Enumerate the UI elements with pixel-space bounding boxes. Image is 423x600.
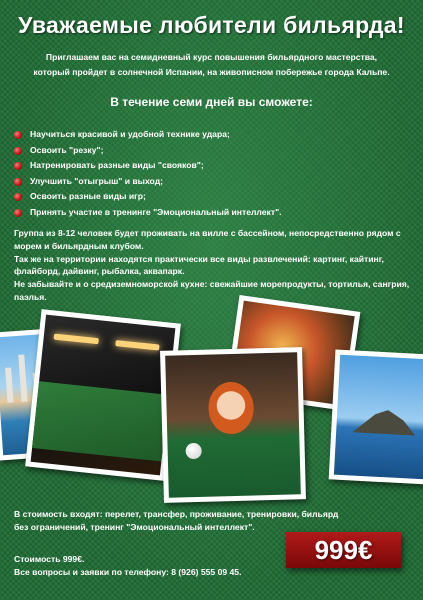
list-item: [14, 205, 314, 221]
list-item-text: Улучшить "отыгрыш" и выход;: [30, 175, 164, 186]
list-item: [14, 143, 314, 159]
intro-text: Приглашаем вас на семидневный курс повышения бильярдного мастерства, который пройдет в солнечной Испании, на живописном побережье города Кальпе.: [33, 52, 390, 77]
details-text: [14, 227, 410, 304]
red-ball-bullet-icon: [14, 162, 22, 170]
red-ball-bullet-icon: [14, 131, 22, 139]
cuisine-paragraph: Не забывайте и о средиземноморской кухне: свежайшие морепродукты, тортилья, сангрия, паэлья.: [14, 279, 410, 302]
list-item-text: Натренировать разные виды "свояков";: [30, 160, 204, 171]
list-item: [14, 127, 314, 143]
list-item-text: Принять участие в тренинге "Эмоциональный интеллект".: [30, 206, 282, 217]
sea-rock-photo: [329, 349, 423, 484]
entertainment-paragraph: Так же на территории находятся практически все виды развлечений: картинг, кайтинг, флайборд, дайвинг, рыбалка, аквапарк.: [14, 253, 384, 277]
red-ball-bullet-icon: [14, 178, 22, 186]
group-paragraph: Группа из 8-12 человек будет проживать на вилле с бассейном, непосредственно рядом с морем и бильярдным клубом.: [14, 228, 401, 251]
billiard-table-photo: [25, 309, 181, 481]
list-item: [14, 189, 314, 205]
player-photo: [160, 347, 306, 503]
list-item: [14, 174, 314, 190]
section-heading: В течение семи дней вы сможете:: [110, 95, 313, 109]
list-item-text: Освоить "резку";: [30, 144, 104, 155]
red-ball-bullet-icon: [14, 209, 22, 217]
skills-list: [14, 127, 314, 221]
list-item-text: Освоить разные виды игр;: [30, 191, 146, 202]
red-ball-bullet-icon: [14, 193, 22, 201]
flyer-title: Уважаемые любители бильярда!: [18, 12, 405, 38]
red-ball-bullet-icon: [14, 147, 22, 155]
list-item-text: Научиться красивой и удобной технике удара;: [30, 129, 230, 139]
included-text: В стоимость входят: перелет, трансфер, проживание, тренировки, бильярд без ограничений, тренинг "Эмоциональный интеллект".: [14, 509, 339, 532]
price-text: Стоимость 999€.: [14, 554, 85, 564]
list-item: [14, 158, 314, 174]
contact-text: Все вопросы и заявки по телефону: 8 (926) 555 09 45.: [14, 567, 242, 577]
price-badge: 999€: [286, 532, 401, 568]
